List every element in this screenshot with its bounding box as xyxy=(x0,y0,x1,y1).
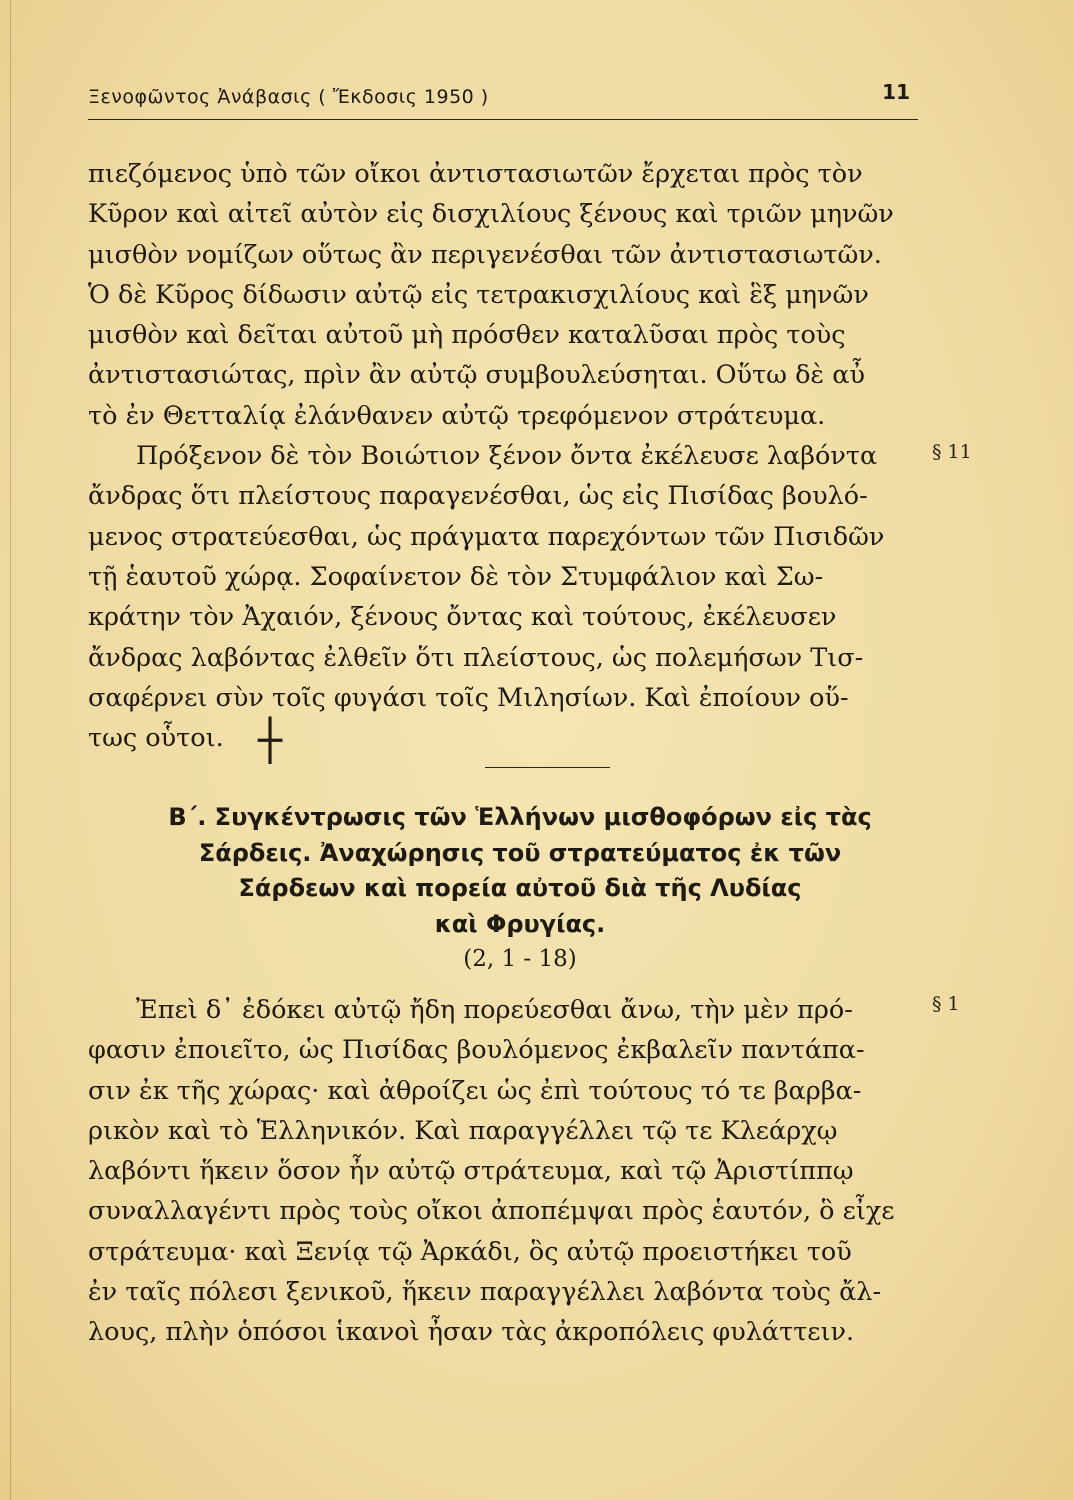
text-line: σιν ἐκ τῆς χώρας· καὶ ἀθροίζει ὡς ἐπὶ τούτους τό τε βαρβα- xyxy=(88,1075,862,1106)
header-rule xyxy=(88,119,918,120)
section-heading xyxy=(110,800,930,978)
page-number: 11 xyxy=(882,80,910,104)
text-line: φασιν ἐποιεῖτο, ὡς Πισίδας βουλόμενος ἐκβαλεῖν παντάπα- xyxy=(88,1035,865,1066)
text-line: κράτην τὸν Ἀχαιόν, ξένους ὄντας καὶ τούτους, ἐκέλευσεν xyxy=(88,602,837,633)
heading-reference: (2, 1 - 18) xyxy=(463,946,577,972)
header-title: Ξενοφῶντος Ἀνάβασις ( Ἔκδοσις 1950 ) xyxy=(88,86,489,108)
text-line: πιεζόμενος ὑπὸ τῶν οἴκοι ἀντιστασιωτῶν ἔρχεται πρὸς τὸν xyxy=(88,159,863,189)
cross-mark-icon: ┼ xyxy=(258,718,283,764)
text-line: λαβόντι ἥκειν ὅσον ἦν αὐτῷ στράτευμα, καὶ τῷ Ἀριστίππῳ xyxy=(88,1156,854,1187)
text-line: μενος στρατεύεσθαι, ὡς πράγματα παρεχόντων τῶν Πισιδῶν xyxy=(88,521,885,552)
text-block-1 xyxy=(88,154,918,758)
heading-line: καὶ Φρυγίας. xyxy=(434,909,606,938)
text-block-2 xyxy=(88,990,918,1353)
text-line: Κῦρον καὶ αἰτεῖ αὐτὸν εἰς δισχιλίους ξένους καὶ τριῶν μηνῶν xyxy=(88,199,894,230)
text-line: μισθὸν καὶ δεῖται αὐτοῦ μὴ πρόσθεν καταλῦσαι πρὸς τοὺς xyxy=(88,320,846,351)
text-line: Ὁ δὲ Κῦρος δίδωσιν αὐτῷ εἰς τετρακισχιλίους καὶ ἓξ μηνῶν xyxy=(88,279,869,310)
margin-section-note: § 11 xyxy=(932,441,972,463)
text-line: ρικὸν καὶ τὸ Ἑλληνικόν. Καὶ παραγγέλλει τῷ τε Κλεάρχῳ xyxy=(88,1115,838,1146)
heading-line: Β΄. Συγκέντρωσις τῶν Ἑλλήνων μισθοφόρων εἰς τὰς xyxy=(168,803,872,831)
text-line: συναλλαγέντι πρὸς τοὺς οἴκοι ἀποπέμψαι πρὸς ἑαυτόν, ὃ εἶχε xyxy=(88,1196,895,1227)
text-line: τῇ ἑαυτοῦ χώρᾳ. Σοφαίνετον δὲ τὸν Στυμφάλιον καὶ Σω- xyxy=(88,561,824,592)
text-line: ἀντιστασιώτας, πρὶν ἂν αὐτῷ συμβουλεύσηται. Οὕτω δὲ αὖ xyxy=(88,360,865,391)
running-header xyxy=(88,80,918,116)
page-edge-line xyxy=(10,0,11,1500)
text-line: ἐν ταῖς πόλεσι ξενικοῦ, ἥκειν παραγγέλλει λαβόντα τοὺς ἄλ- xyxy=(88,1277,882,1308)
text-line: μισθὸν νομίζων οὕτως ἂν περιγενέσθαι τῶν ἀντιστασιωτῶν. xyxy=(88,239,882,270)
heading-line: Σάρδεων καὶ πορεία αὐτοῦ διὰ τῆς Λυδίας xyxy=(238,874,802,902)
text-line: ἄνδρας ὅτι πλείστους παραγενέσθαι, ὡς εἰς Πισίδας βουλό- xyxy=(88,481,868,512)
text-line: σαφέρνει σὺν τοῖς φυγάσι τοῖς Μιλησίων. Καὶ ἐποίουν οὕ- xyxy=(88,682,849,713)
section-divider xyxy=(485,767,610,768)
text-line: τως οὗτοι. xyxy=(88,723,224,754)
text-line: Πρόξενον δὲ τὸν Βοιώτιον ξένον ὄντα ἐκέλευσε λαβόντα xyxy=(136,441,878,472)
text-line: στράτευμα· καὶ Ξενίᾳ τῷ Ἀρκάδι, ὃς αὐτῷ προειστήκει τοῦ xyxy=(88,1236,852,1267)
text-line: τὸ ἐν Θετταλίᾳ ἐλάνθανεν αὐτῷ τρεφόμενον στράτευμα. xyxy=(88,400,826,431)
heading-line: Σάρδεις. Ἀναχώρησις τοῦ στρατεύματος ἐκ τῶν xyxy=(198,838,842,867)
text-line: Ἐπεὶ δ᾽ ἐδόκει αὐτῷ ἤδη πορεύεσθαι ἄνω, τὴν μὲν πρό- xyxy=(136,995,853,1025)
text-line: ἄνδρας λαβόντας ἐλθεῖν ὅτι πλείστους, ὡς πολεμήσων Τισ- xyxy=(88,642,864,673)
margin-section-note: § 1 xyxy=(932,993,960,1015)
text-line: λους, πλὴν ὁπόσοι ἱκανοὶ ἦσαν τὰς ἀκροπόλεις φυλάττειν. xyxy=(88,1317,855,1348)
